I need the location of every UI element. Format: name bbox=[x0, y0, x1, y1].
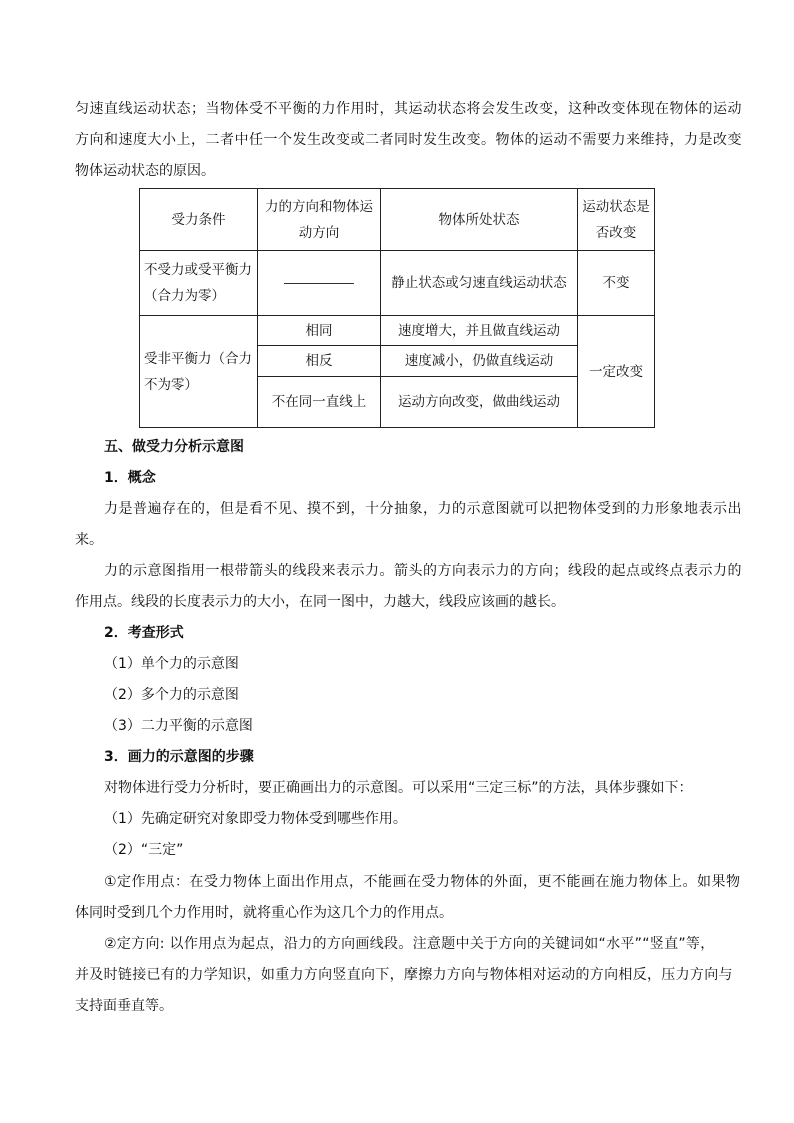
step-a-line1: ①定作用点：在受力物体上面出作用点，不能画在受力物体的外面，更不能画在施力物体上。如果物 bbox=[104, 874, 741, 890]
row1-condition: 不受力或受平衡力（合力为零） bbox=[140, 251, 258, 316]
row2-state-1: 速度增大，并且做直线运动 bbox=[381, 316, 578, 346]
row2-state-3: 运动方向改变，做曲线运动 bbox=[381, 377, 578, 428]
para1-line3: 物体运动状态的原因。 bbox=[75, 163, 215, 179]
row1-changed: 不变 bbox=[578, 251, 655, 316]
steps-intro: 对物体进行受力分析时，要正确画出力的示意图。可以采用“三定三标”的方法，具体步骤如下： bbox=[104, 780, 693, 796]
dash-line bbox=[284, 283, 354, 284]
table-row bbox=[140, 251, 655, 316]
concept-para2-line2: 作用点。线段的长度表示力的大小，在同一图中，力越大，线段应该画的越长。 bbox=[75, 594, 565, 610]
table-row bbox=[140, 316, 655, 346]
concept-para1-line2: 来。 bbox=[75, 532, 103, 548]
list-item: （3）二力平衡的示意图 bbox=[104, 718, 253, 734]
section5-title: 五、做受力分析示意图 bbox=[104, 439, 244, 455]
section2-title: 2．考查形式 bbox=[104, 625, 184, 641]
row1-direction bbox=[258, 251, 381, 316]
row2-state-2: 速度减小，仍做直线运动 bbox=[381, 346, 578, 377]
step-a-line2: 体同时受到几个力作用时，就将重心作为这几个力的作用点。 bbox=[75, 905, 453, 921]
row2-condition: 受非平衡力（合力不为零） bbox=[140, 316, 258, 428]
header-changed: 运动状态是否改变 bbox=[578, 189, 655, 251]
header-condition: 受力条件 bbox=[140, 189, 258, 251]
list-item: （2）多个力的示意图 bbox=[104, 687, 239, 703]
header-direction: 力的方向和物体运动方向 bbox=[258, 189, 381, 251]
row1-state: 静止状态或匀速直线运动状态 bbox=[381, 251, 578, 316]
step-item-2: （2）“三定” bbox=[104, 842, 184, 858]
para1-line2: 方向和速度大小上，二者中任一个发生改变或二者同时发生改变。物体的运动不需要力来维持，力是改变 bbox=[75, 132, 742, 148]
step-b-line2: 并及时链接已有的力学知识，如重力方向竖直向下，摩擦力方向与物体相对运动的方向相反，压力方向与 bbox=[75, 967, 733, 983]
header-state: 物体所处状态 bbox=[381, 189, 578, 251]
force-motion-table bbox=[139, 188, 655, 428]
section3-title: 3．画力的示意图的步骤 bbox=[104, 749, 254, 765]
row2-changed: 一定改变 bbox=[578, 316, 655, 428]
row2-direction-1: 相同 bbox=[258, 316, 381, 346]
row2-direction-3: 不在同一直线上 bbox=[258, 377, 381, 428]
list-item: （1）单个力的示意图 bbox=[104, 656, 239, 672]
para1-line1: 匀速直线运动状态；当物体受不平衡的力作用时，其运动状态将会发生改变，这种改变体现在物体的运动 bbox=[75, 101, 742, 117]
concept-para1-line1: 力是普遍存在的，但是看不见、摸不到，十分抽象，力的示意图就可以把物体受到的力形象地表示出 bbox=[104, 501, 742, 517]
row2-direction-2: 相反 bbox=[258, 346, 381, 377]
concept-para2-line1: 力的示意图指用一根带箭头的线段来表示力。箭头的方向表示力的方向；线段的起点或终点表示力的 bbox=[104, 563, 742, 579]
step-b-line3: 支持面垂直等。 bbox=[75, 998, 173, 1014]
table-header-row bbox=[140, 189, 655, 251]
section1-title: 1．概念 bbox=[104, 470, 156, 486]
step-item-1: （1）先确定研究对象即受力物体受到哪些作用。 bbox=[104, 811, 407, 827]
step-b-line1: ②定方向: 以作用点为起点，沿力的方向画线段。注意题中关于方向的关键词如“水平”“竖直”等， bbox=[104, 936, 715, 952]
